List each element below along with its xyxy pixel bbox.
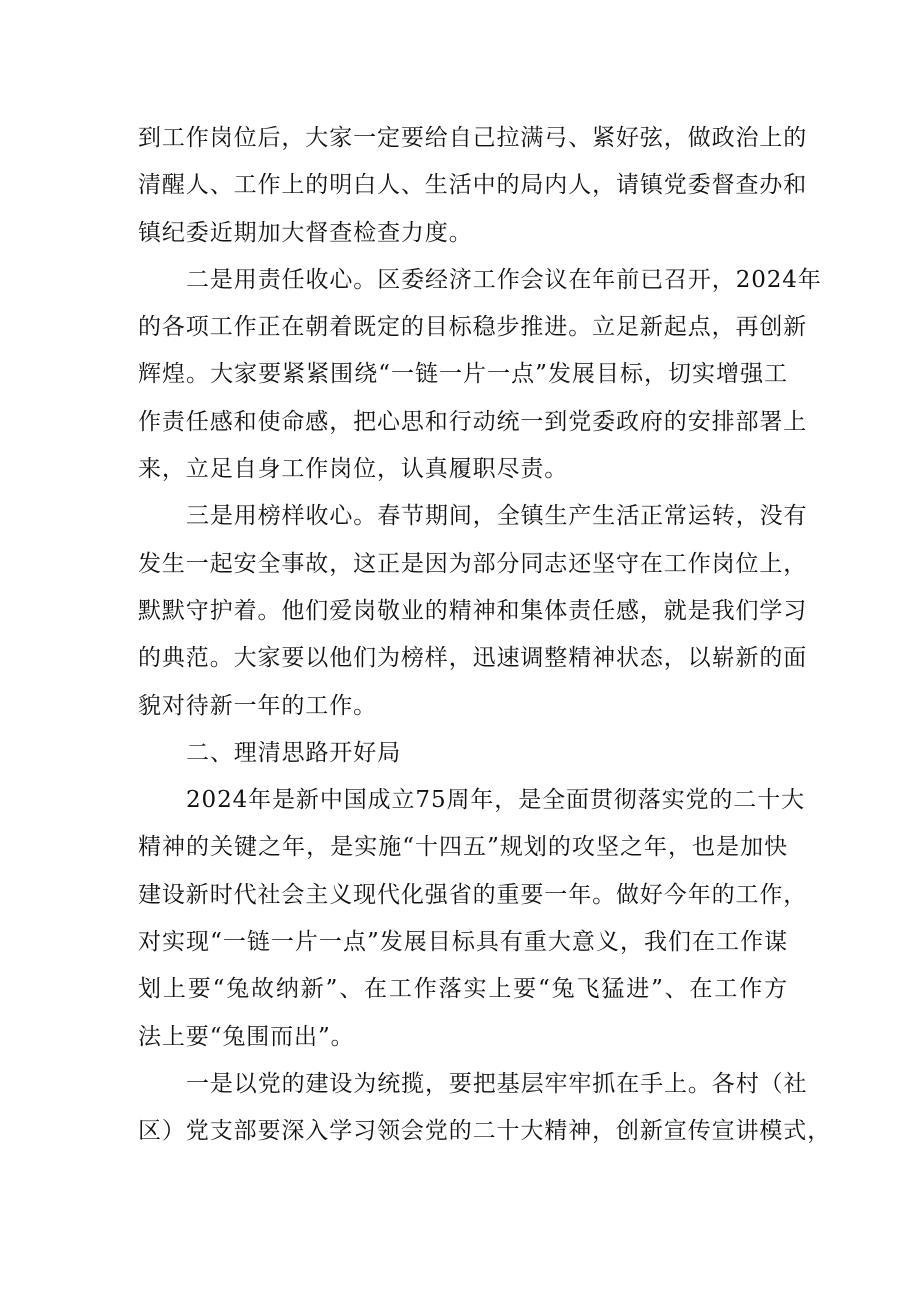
paragraph-1: [138, 115, 808, 257]
text-line: 发生一起安全事故，这正是因为部分同志还坚守在工作岗位上，: [138, 550, 808, 577]
text-line: 区）党支部要深入学习领会党的二十大精神，创新宣传宣讲模式，: [138, 1118, 832, 1145]
text-line: 的各项工作正在朝着既定的目标稳步推进。立足新起点，再创新: [138, 314, 808, 341]
paragraph-3: [138, 493, 808, 729]
text-line: 精神的关键之年，是实施“十四五”规划的攻坚之年，也是加快: [138, 834, 788, 861]
paragraph-5: [138, 777, 808, 1061]
text-line: 貌对待新一年的工作。: [138, 692, 377, 719]
text-line: 到工作岗位后，大家一定要给自己拉满弓、紧好弦，做政治上的: [138, 125, 808, 151]
text-line: 辉煌。大家要紧紧围绕“一链一片一点”发展目标，切实增强工: [138, 361, 788, 388]
heading-text: 二、理清思路开好局: [186, 739, 402, 766]
section-heading: [138, 730, 788, 777]
text-line: 法上要“兔围而出”。: [138, 1023, 355, 1050]
text-line: 划上要“兔故纳新”、在工作落实上要“兔飞猛进”、在工作方: [138, 976, 788, 1003]
text-line: 来，立足自身工作岗位，认真履职尽责。: [138, 456, 569, 483]
text-line: 作责任感和使命感，把心思和行动统一到党委政府的安排部署上: [138, 408, 808, 435]
text-line: 镇纪委近期加大督查检查力度。: [138, 219, 473, 246]
text-line: 对实现“一链一片一点”发展目标具有重大意义，我们在工作谋: [138, 929, 788, 956]
text-line: 一是以党的建设为统揽，要把基层牢牢抓在手上。各村（社: [186, 1070, 808, 1097]
paragraph-2: [138, 257, 822, 493]
text-line: 建设新时代社会主义现代化强省的重要一年。做好今年的工作，: [138, 881, 808, 908]
paragraph-6: [138, 1061, 832, 1156]
text-line: 的典范。大家要以他们为榜样，迅速调整精神状态，以崭新的面: [138, 645, 808, 672]
text-line: 默默守护着。他们爱岗敬业的精神和集体责任感，就是我们学习: [138, 597, 808, 624]
text-line: 二是用责任收心。区委经济工作会议在年前已召开，2024年: [186, 266, 822, 293]
text-line: 三是用榜样收心。春节期间，全镇生产生活正常运转，没有: [186, 503, 808, 530]
document-body: [138, 115, 832, 1156]
text-line: 清醒人、工作上的明白人、生活中的局内人，请镇党委督查办和: [138, 172, 808, 199]
text-line: 2024年是新中国成立75周年，是全面贯彻落实党的二十大: [186, 787, 805, 814]
